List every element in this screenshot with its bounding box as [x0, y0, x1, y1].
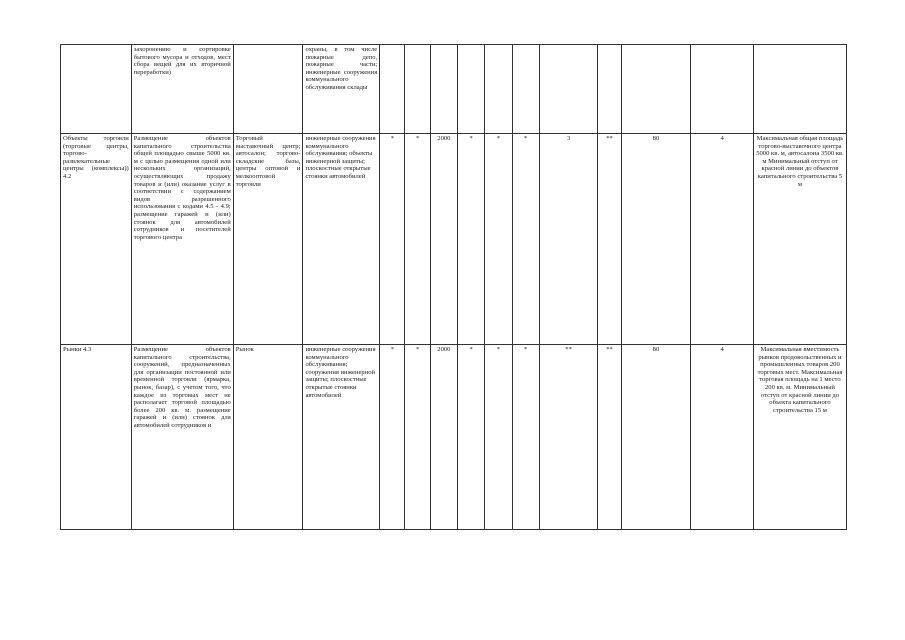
cell-objects: Торговый выставочный центр; автосалон; торгово-складские базы, центры оптовой и мелкооптовой торговли [233, 134, 303, 345]
cell-value: * [380, 345, 405, 530]
cell-value: * [405, 134, 430, 345]
cell-auxiliary: охраны, в том числе пожарные депо, пожарные части; инженерные сооружения коммунального обслуживания склады [303, 45, 380, 134]
table-row [61, 45, 847, 134]
cell-zone-name: Рынки 4.3 [61, 345, 132, 530]
cell-description: Размещение объектов капитального строительства общей площадью свыше 5000 кв. м с целью размещения одной или нескольких организаций, осуществляющих продажу товаров и (или) оказание услуг в соответствии с содержанием видов разрешенного использования с кодами 4.5 - 4.9; размещение гаражей и (или) стоянок для автомобилей сотрудников и посетителей торгового центра [131, 134, 233, 345]
cell-value [485, 45, 512, 134]
table-row [61, 134, 847, 345]
cell-value: * [380, 134, 405, 345]
cell-description: Размещение объектов капитального строительства, сооружений, предназначенных для организации постоянной или временной торговли (ярмарка, рынок, базар), с учетом того, что каждое из торговых мест не располагает торговой площадью более 200 кв. м. размещение гаражей и (или) стоянок для автомобилей сотрудников и [131, 345, 233, 530]
cell-value: 80 [621, 134, 691, 345]
cell-value: 2000 [430, 134, 457, 345]
cell-zone-name: Объекты торговли (торговые центры, торгово-развлекательные центры (комплексы)) 4.2 [61, 134, 132, 345]
cell-objects: Рынок [233, 345, 303, 530]
cell-value: * [458, 134, 485, 345]
cell-value: ** [598, 134, 621, 345]
cell-objects [233, 45, 303, 134]
cell-value: * [485, 345, 512, 530]
cell-auxiliary: инженерные сооружения коммунального обслуживания; объекты инженерной защиты; плоскостные открытые стоянки автомобилей [303, 134, 380, 345]
cell-value: ** [539, 345, 598, 530]
cell-value: * [485, 134, 512, 345]
cell-value: 3 [539, 134, 598, 345]
cell-value [512, 45, 539, 134]
cell-value: * [405, 345, 430, 530]
cell-value [598, 45, 621, 134]
cell-value [621, 45, 691, 134]
cell-value: 4 [691, 134, 754, 345]
cell-value: * [512, 134, 539, 345]
cell-value [539, 45, 598, 134]
cell-value: 2000 [430, 345, 457, 530]
cell-value: 4 [691, 345, 754, 530]
cell-value [380, 45, 405, 134]
cell-description: захоронению и сортировке бытового мусора и отходов, мест сбора вещей для их вторичной переработки) [131, 45, 233, 134]
cell-value [691, 45, 754, 134]
cell-note: Максимальная вместимость рынков продовольственных и промышленных товаров 200 торговых мест. Максимальная торговая площадь на 1 место 200 кв. м. Минимальный отступ от красной линии до объекта капитального строительства 15 м [753, 345, 846, 530]
cell-value [430, 45, 457, 134]
cell-value: * [512, 345, 539, 530]
cell-value: 80 [621, 345, 691, 530]
cell-value: ** [598, 345, 621, 530]
cell-zone-name [61, 45, 132, 134]
cell-auxiliary: инженерные сооружения коммунального обслуживания; сооружения инженерной защиты; плоскостные открытые стоянки автомобилей [303, 345, 380, 530]
cell-note [753, 45, 846, 134]
table-row [61, 345, 847, 530]
zoning-regulations-table [60, 44, 847, 530]
cell-value [458, 45, 485, 134]
cell-value [405, 45, 430, 134]
cell-value: * [458, 345, 485, 530]
cell-note: Максимальная общая площадь торгово-выставочного центра 5000 кв. м, автосалона 3500 кв. м Минимальный отступ от красной линии до объектов капитального строительства 5 м [753, 134, 846, 345]
